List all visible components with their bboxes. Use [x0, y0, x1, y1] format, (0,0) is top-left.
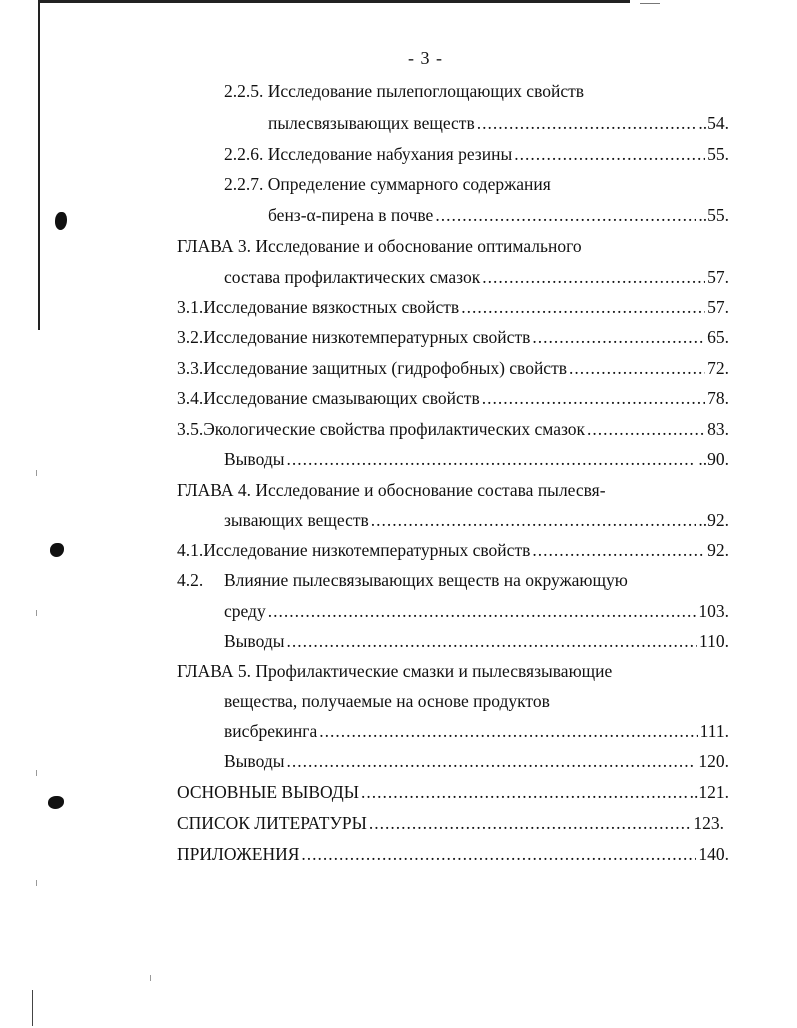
toc-section-number: 3.5. [177, 419, 204, 439]
hole-punch-mark [50, 543, 64, 557]
toc-entry-text: Выводы [224, 751, 285, 771]
toc-leader [268, 600, 697, 622]
toc-chapter-4-conclusions [224, 630, 729, 652]
toc-leader [286, 630, 697, 652]
toc-chapter-4-cont [224, 509, 729, 531]
toc-entry-text: Исследование низкотемпературных свойств [203, 327, 531, 347]
toc-page: 65. [707, 327, 729, 347]
toc-page: ..90. [698, 449, 729, 469]
toc-leader [319, 720, 697, 742]
toc-entry-text: Исследование вязкостных свойств [203, 297, 460, 317]
toc-entry-text: Исследование смазывающих свойств [203, 388, 480, 408]
toc-entry-text: Экологические свойства профилактических смазок [203, 419, 586, 439]
scan-speck [36, 880, 37, 886]
toc-page: 123. [693, 813, 724, 833]
hole-punch-mark [48, 796, 64, 809]
toc-leader [482, 266, 705, 288]
toc-entry-text: пылесвязывающих веществ [268, 113, 475, 133]
toc-chapter-3-cont [224, 266, 729, 288]
toc-leader [569, 357, 705, 379]
toc-chapter-4 [177, 479, 729, 501]
scan-edge-left [38, 0, 40, 330]
toc-section-number: 4.1. [177, 540, 204, 560]
toc-entry-text: среду [224, 601, 266, 621]
toc-entry-text: 2.2.5. Исследование пылепоглощающих свойств [224, 81, 585, 101]
toc-entry-text: Влияние пылесвязывающих веществ на окружающую [224, 570, 628, 590]
scan-edge-left-bottom [32, 990, 33, 1026]
toc-section-number: 3.3. [177, 358, 204, 378]
toc-chapter-5-cont2 [224, 720, 729, 742]
toc-leader [435, 204, 696, 226]
toc-leader [477, 112, 697, 134]
toc-entry-3-3 [177, 357, 729, 379]
toc-entry-4-2 [177, 569, 729, 591]
toc-page: ..55. [698, 205, 729, 225]
toc-entry-text: состава профилактических смазок [224, 267, 481, 287]
toc-page: 83. [707, 419, 729, 439]
toc-entry-text: ПРИЛОЖЕНИЯ [177, 844, 300, 864]
toc-entry-3-4 [177, 387, 729, 409]
toc-page: ..121. [689, 782, 729, 802]
toc-page: 140. [698, 844, 729, 864]
toc-leader [361, 781, 688, 803]
toc-entry-text: 2.2.7. Определение суммарного содержания [224, 174, 551, 194]
toc-entry-text: Выводы [224, 631, 285, 651]
toc-entry-3-1 [177, 296, 729, 318]
toc-entry-text: бенз-α-пирена в почве [268, 205, 434, 225]
toc-chapter-3 [177, 235, 729, 257]
toc-page: 92. [707, 540, 729, 560]
toc-page: 57. [707, 297, 729, 317]
toc-leader [482, 387, 705, 409]
toc-section-number: 3.1. [177, 297, 204, 317]
toc-main-conclusions [177, 781, 729, 803]
toc-entry-text: вещества, получаемые на основе продуктов [224, 691, 550, 711]
toc-page: 78. [707, 388, 729, 408]
toc-page: ..92. [698, 510, 729, 530]
toc-section-number: 3.4. [177, 388, 204, 408]
toc-entry-2-2-5-cont [268, 112, 729, 134]
toc-entry-text: ОСНОВНЫЕ ВЫВОДЫ [177, 782, 360, 802]
scan-speck [36, 470, 37, 476]
toc-leader [286, 448, 696, 470]
toc-chapter-5 [177, 660, 729, 682]
toc-entry-text: СПИСОК ЛИТЕРАТУРЫ [177, 813, 367, 833]
toc-page: 120. [698, 751, 729, 771]
toc-leader [301, 843, 696, 865]
toc-entry-text: ГЛАВА 4. Исследование и обоснование состава пылесвя- [177, 480, 606, 500]
toc-page: ..54. [698, 113, 729, 133]
toc-section-number: 3.2. [177, 327, 204, 347]
toc-page: 72. [707, 358, 729, 378]
toc-leader [532, 326, 705, 348]
page-number: - 3 - [408, 48, 443, 68]
toc-entry-2-2-5 [224, 80, 729, 102]
toc-entry-text: висбрекинга [224, 721, 318, 741]
toc-entry-text: Исследование низкотемпературных свойств [203, 540, 531, 560]
toc-entry-4-2-cont [224, 600, 729, 622]
toc-appendices [177, 843, 729, 865]
toc-entry-text: 2.2.6. Исследование набухания резины [224, 144, 513, 164]
toc-entry-3-2 [177, 326, 729, 348]
toc-references [177, 812, 724, 834]
toc-page: 110. [699, 631, 729, 651]
toc-leader [286, 750, 696, 772]
toc-entry-text: Выводы [224, 449, 285, 469]
scan-edge-top [40, 0, 630, 3]
scan-speck [36, 610, 37, 616]
scan-speck [150, 975, 151, 981]
toc-page: 57. [707, 267, 729, 287]
toc-chapter-3-conclusions [224, 448, 729, 470]
toc-entry-2-2-7 [224, 173, 729, 195]
toc-entry-text: Исследование защитных (гидрофобных) свойств [203, 358, 567, 378]
toc-entry-text: ГЛАВА 5. Профилактические смазки и пылесвязывающие [177, 661, 613, 681]
toc-entry-2-2-7-cont [268, 204, 729, 226]
toc-chapter-5-conclusions [224, 750, 729, 772]
toc-leader [371, 509, 697, 531]
toc-chapter-5-cont [224, 690, 729, 712]
toc-page: 103. [698, 601, 729, 621]
toc-leader [369, 812, 692, 834]
toc-entry-4-1 [177, 539, 729, 561]
toc-entry-2-2-6 [224, 143, 729, 165]
toc-leader [587, 418, 705, 440]
scan-edge-top-fragment [640, 3, 660, 4]
toc-leader [461, 296, 705, 318]
toc-entry-3-5 [177, 418, 729, 440]
toc-entry-text: ГЛАВА 3. Исследование и обоснование оптимального [177, 236, 582, 256]
toc-page: 111. [699, 721, 729, 741]
toc-section-number: 4.2. [177, 570, 204, 590]
toc-entry-text: зывающих веществ [224, 510, 369, 530]
toc-page: 55. [707, 144, 729, 164]
toc-leader [514, 143, 705, 165]
hole-punch-mark [55, 212, 67, 230]
toc-leader [532, 539, 705, 561]
scan-speck [36, 770, 37, 776]
